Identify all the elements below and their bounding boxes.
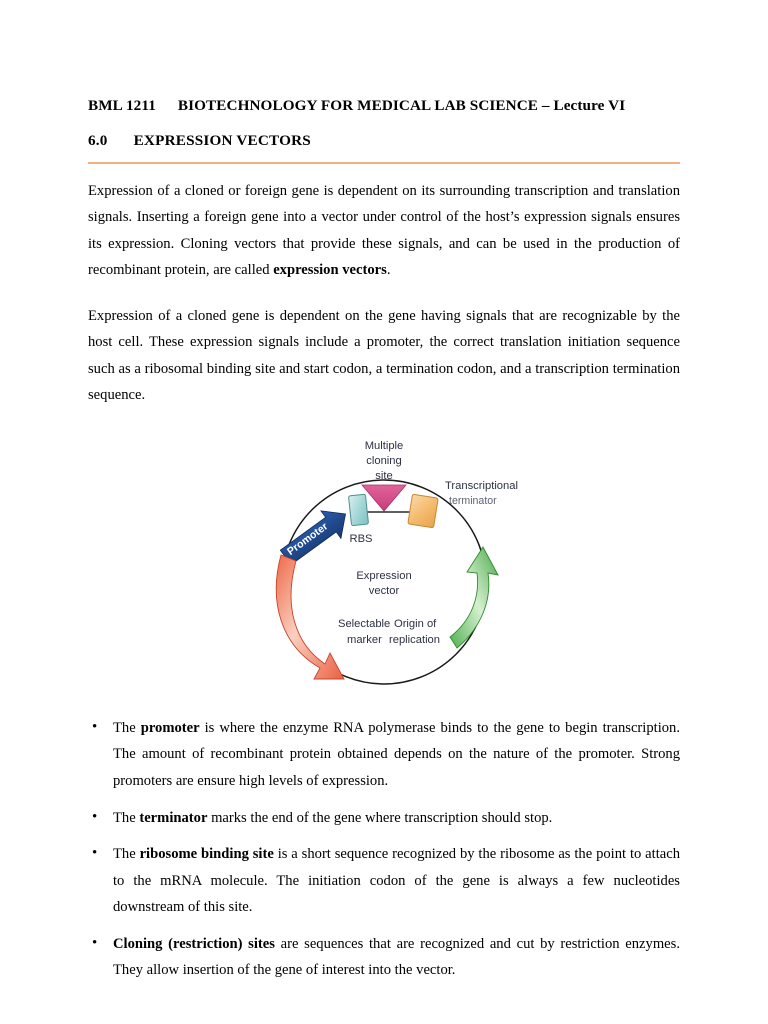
mcs-label-line1: Multiple [364,439,404,452]
list-item: • The terminator marks the end of the gene where transcription should stop. [88,805,680,832]
course-title: BIOTECHNOLOGY FOR MEDICAL LAB SCIENCE – Lecture VI [177,97,626,114]
origin-label-line1: Origin of [394,617,437,630]
vector-center-label-line1: Expression [356,569,412,582]
paragraph-signals: Expression of a cloned gene is dependent on the gene having signals that are recognizable by the host cell. These expression signals include a promoter, the correct translation initiation sequence such as a ribosomal binding site and start codon, a termination codon, and a transcription termination sequence. [88,307,680,404]
terminator-box-icon [408,494,438,528]
selectable-marker-label-line2: marker [347,633,382,646]
mcs-triangle-icon [362,485,406,511]
mcs-label-line3: site [375,469,393,482]
expression-vector-figure [88,427,680,699]
document-content [88,96,680,984]
terminator-label-line1: Transcriptional [445,479,518,492]
mcs-label-line2: cloning [366,454,402,467]
rbs-label: RBS [349,532,373,545]
section-title: EXPRESSION VECTORS [133,131,311,149]
course-code: BML 1211 [88,97,156,114]
section-heading [88,132,680,150]
paragraph-intro: Expression of a cloned or foreign gene is dependent on its surrounding transcription and translation signals. Inserting a foreign gene into a vector under control of the host’s expression signals ensures its expression. Cloning vectors that provide these signals, and can be used in the production of recombinant protein, are called expression vectors. [88,182,680,279]
rbs-box-icon [348,494,368,526]
origin-label-line2: replication [389,633,440,646]
header-divider-rule [88,162,680,164]
key-features-list [88,715,680,984]
list-item: • The ribosome binding site is a short sequence recognized by the ribosome as the point to attach to the mRNA molecule. The initiation codon of the gene is always a few nucleotides downstream of this site. [88,841,680,921]
origin-of-replication-arrow-icon [450,547,498,648]
list-item: • The promoter is where the enzyme RNA polymerase binds to the gene to begin transcription. The amount of recombinant protein obtained depends on the nature of the promoter. Strong promoters are ensure high levels of expression. [88,715,680,795]
selectable-marker-label-line1: Selectable [338,617,391,630]
vector-center-label-line2: vector [368,584,400,597]
plasmid-diagram-svg [234,427,534,699]
course-header [88,96,680,117]
list-item: • Cloning (restriction) sites are sequences that are recognized and cut by restriction enzymes. They allow insertion of the gene of interest into the vector. [88,931,680,984]
section-number: 6.0 [88,131,108,149]
selectable-marker-arrow-icon [276,555,344,679]
promoter-label: Promoter [285,520,331,558]
terminator-label-line2: terminator [449,494,497,507]
